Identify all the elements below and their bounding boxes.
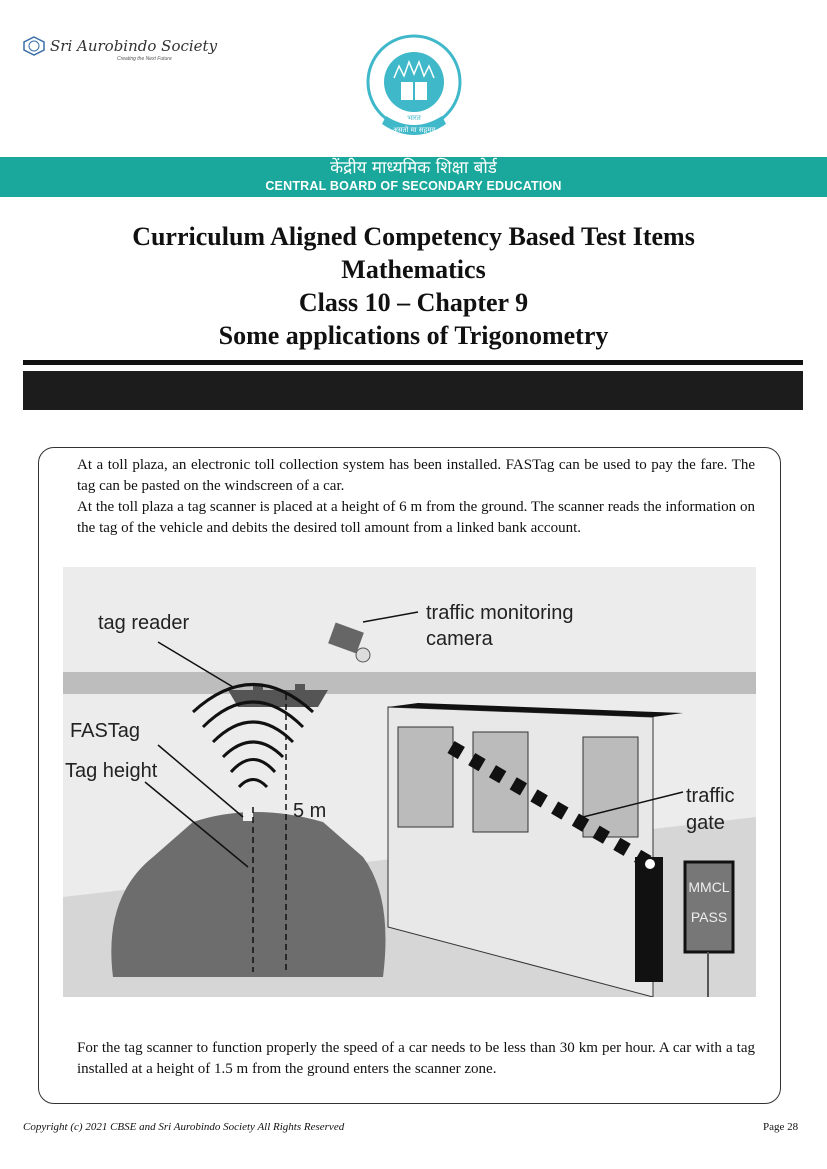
label-tag-height: Tag height xyxy=(65,760,158,782)
logo-text: Sri Aurobindo Society xyxy=(50,37,218,55)
page-number: Page 28 xyxy=(763,1121,799,1133)
logo-tagline: Creating the Next Future xyxy=(117,56,172,62)
label-camera-2: camera xyxy=(426,628,493,650)
chapter-title: Class 10 – Chapter 9 xyxy=(298,288,529,317)
emblem-motto: असतो मा सद्गमय xyxy=(392,126,436,134)
fastag xyxy=(243,809,253,821)
question-intro xyxy=(77,455,755,539)
cbse-emblem xyxy=(364,34,464,144)
label-fastag: FASTag xyxy=(70,720,141,742)
sri-aurobindo-society-logo xyxy=(22,36,218,62)
emblem-bharat: भारत xyxy=(407,114,421,122)
label-distance: 5 m xyxy=(293,800,327,822)
label-tag-reader: tag reader xyxy=(98,612,190,634)
toll-plaza-figure xyxy=(63,567,756,997)
label-gate-2: gate xyxy=(686,812,725,834)
title-line: Curriculum Aligned Competency Based Test Items xyxy=(132,222,695,251)
board-name-hindi: केंद्रीय माध्यमिक शिक्षा बोर्ड xyxy=(330,158,497,178)
label-camera-1: traffic monitoring xyxy=(426,602,574,624)
toll-plaza-illustration xyxy=(63,567,756,997)
topic-title: Some applications of Trigonometry xyxy=(218,321,609,350)
question-condition: For the tag scanner to function properly the speed of a car needs to be less than 30 km per hour. A car with a tag installed at a height of 1.5 m from the ground enters the scanner zone. xyxy=(77,1040,755,1077)
board-banner xyxy=(0,157,827,197)
divider-thin xyxy=(23,360,803,365)
svg-text:MMCL: MMCL xyxy=(688,879,730,895)
board-name-english: CENTRAL BOARD OF SECONDARY EDUCATION xyxy=(265,179,562,193)
label-gate-1: traffic xyxy=(686,785,735,807)
svg-text:PASS: PASS xyxy=(690,909,728,925)
intro-paragraph-2: At the toll plaza a tag scanner is placed at a height of 6 m from the ground. The scanner reads the information on the tag of the vehicle and debits the desired toll amount from a linked bank account. xyxy=(77,499,755,536)
copyright: Copyright (c) 2021 CBSE and Sri Aurobindo Society All Rights Reserved xyxy=(23,1121,345,1133)
overhead-beam xyxy=(63,672,756,694)
intro-paragraph-1: At a toll plaza, an electronic toll collection system has been installed. FASTag can be used to pay the fare. The tag can be pasted on the windscreen of a car. xyxy=(77,457,755,494)
divider-thick xyxy=(23,371,803,410)
subject-title: Mathematics xyxy=(341,255,486,284)
document-title xyxy=(0,220,827,352)
globe-icon xyxy=(22,36,46,56)
